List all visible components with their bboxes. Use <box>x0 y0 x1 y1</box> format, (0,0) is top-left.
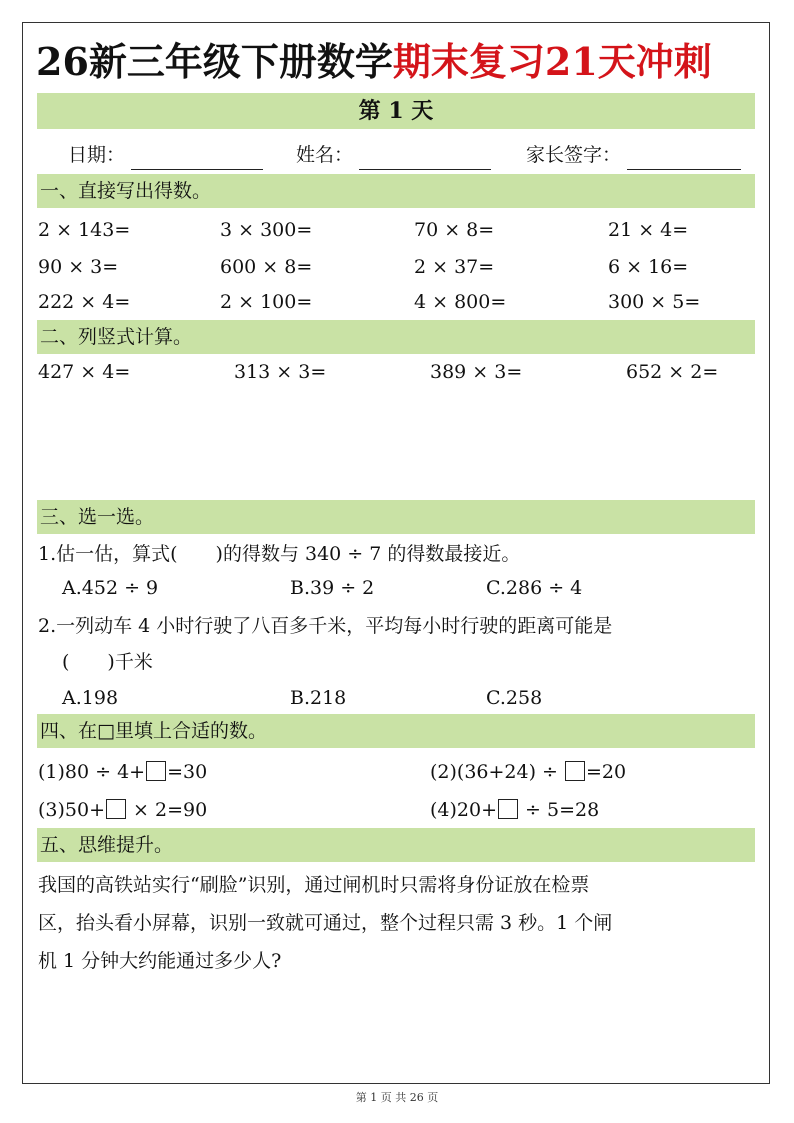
equation-part: =30 <box>167 761 208 783</box>
calc-item: 3 × 300= <box>220 219 313 241</box>
equation-part: (3)50+ <box>38 799 106 821</box>
calc-item: 2 × 100= <box>220 291 313 313</box>
calc-item: 70 × 8= <box>414 219 495 241</box>
worksheet-title <box>36 34 762 90</box>
name-label: 姓名： <box>296 144 354 166</box>
equation-part: (4)20+ <box>430 799 498 821</box>
thinking-question <box>38 868 758 978</box>
section5-heading: 五、思维提升。 <box>37 828 755 862</box>
fill-box-question-1 <box>38 758 207 786</box>
option-a[interactable]: A.452 ÷ 9 <box>62 577 159 599</box>
vertical-calc-item: 389 × 3= <box>430 361 523 383</box>
equation-part: =20 <box>586 761 627 783</box>
day-banner: 第 1 天 <box>37 93 755 129</box>
answer-box[interactable] <box>146 761 166 781</box>
fill-box-question-4 <box>430 796 599 824</box>
calc-item: 90 × 3= <box>38 256 119 278</box>
option-b[interactable]: B.218 <box>290 687 347 709</box>
calc-item: 600 × 8= <box>220 256 313 278</box>
calc-item: 21 × 4= <box>608 219 689 241</box>
option-c[interactable]: C.258 <box>486 687 543 709</box>
section2-heading: 二、列竖式计算。 <box>37 320 755 354</box>
section4-heading: 四、在□里填上合适的数。 <box>37 714 755 748</box>
answer-box[interactable] <box>106 799 126 819</box>
choice-question-1: 1.估一估，算式( )的得数与 340 ÷ 7 的得数最接近。 <box>38 543 521 565</box>
answer-box[interactable] <box>498 799 518 819</box>
fill-box-question-2 <box>430 758 626 786</box>
section3-heading: 三、选一选。 <box>37 500 755 534</box>
date-label: 日期： <box>68 144 126 166</box>
option-c[interactable]: C.286 ÷ 4 <box>486 577 583 599</box>
equation-part: ÷ 5=28 <box>519 799 600 821</box>
title-grade: 26新三年级下册数学 <box>36 39 393 84</box>
question-line: 我国的高铁站实行“刷脸”识别，通过闸机时只需将身份证放在检票 <box>38 874 590 896</box>
student-info-row <box>68 140 758 170</box>
parent-label: 家长签字： <box>526 144 622 166</box>
equation-part: (2)(36+24) ÷ <box>430 761 565 783</box>
name-field[interactable] <box>296 140 491 170</box>
vertical-calc-item: 427 × 4= <box>38 361 131 383</box>
choice-question-2-line1: 2.一列动车 4 小时行驶了八百多千米，平均每小时行驶的距离可能是 <box>38 615 613 637</box>
equation-part: × 2=90 <box>127 799 208 821</box>
date-field[interactable] <box>68 140 263 170</box>
vertical-calc-item: 652 × 2= <box>626 361 719 383</box>
calc-item: 6 × 16= <box>608 256 689 278</box>
date-blank[interactable] <box>131 147 263 170</box>
calc-item: 4 × 800= <box>414 291 507 313</box>
title-review: 期末复习21天冲刺 <box>392 39 712 84</box>
vertical-calc-item: 313 × 3= <box>234 361 327 383</box>
choice-question-2-line2: ( )千米 <box>62 651 153 673</box>
option-a[interactable]: A.198 <box>62 687 119 709</box>
equation-part: (1)80 ÷ 4+ <box>38 761 146 783</box>
fill-box-question-3 <box>38 796 207 824</box>
option-b[interactable]: B.39 ÷ 2 <box>290 577 375 599</box>
parent-blank[interactable] <box>627 147 741 170</box>
name-blank[interactable] <box>359 147 491 170</box>
calc-item: 2 × 143= <box>38 219 131 241</box>
page-footer: 第 1 页 共 26 页 <box>355 1091 439 1104</box>
calc-item: 222 × 4= <box>38 291 131 313</box>
calc-item: 2 × 37= <box>414 256 495 278</box>
question-line: 区，抬头看小屏幕，识别一致就可通过，整个过程只需 3 秒。1 个闸 <box>38 912 613 934</box>
question-line: 机 1 分钟大约能通过多少人? <box>38 950 282 972</box>
answer-box[interactable] <box>565 761 585 781</box>
parent-signature-field[interactable] <box>526 140 741 170</box>
calc-item: 300 × 5= <box>608 291 701 313</box>
section1-heading: 一、直接写出得数。 <box>37 174 755 208</box>
